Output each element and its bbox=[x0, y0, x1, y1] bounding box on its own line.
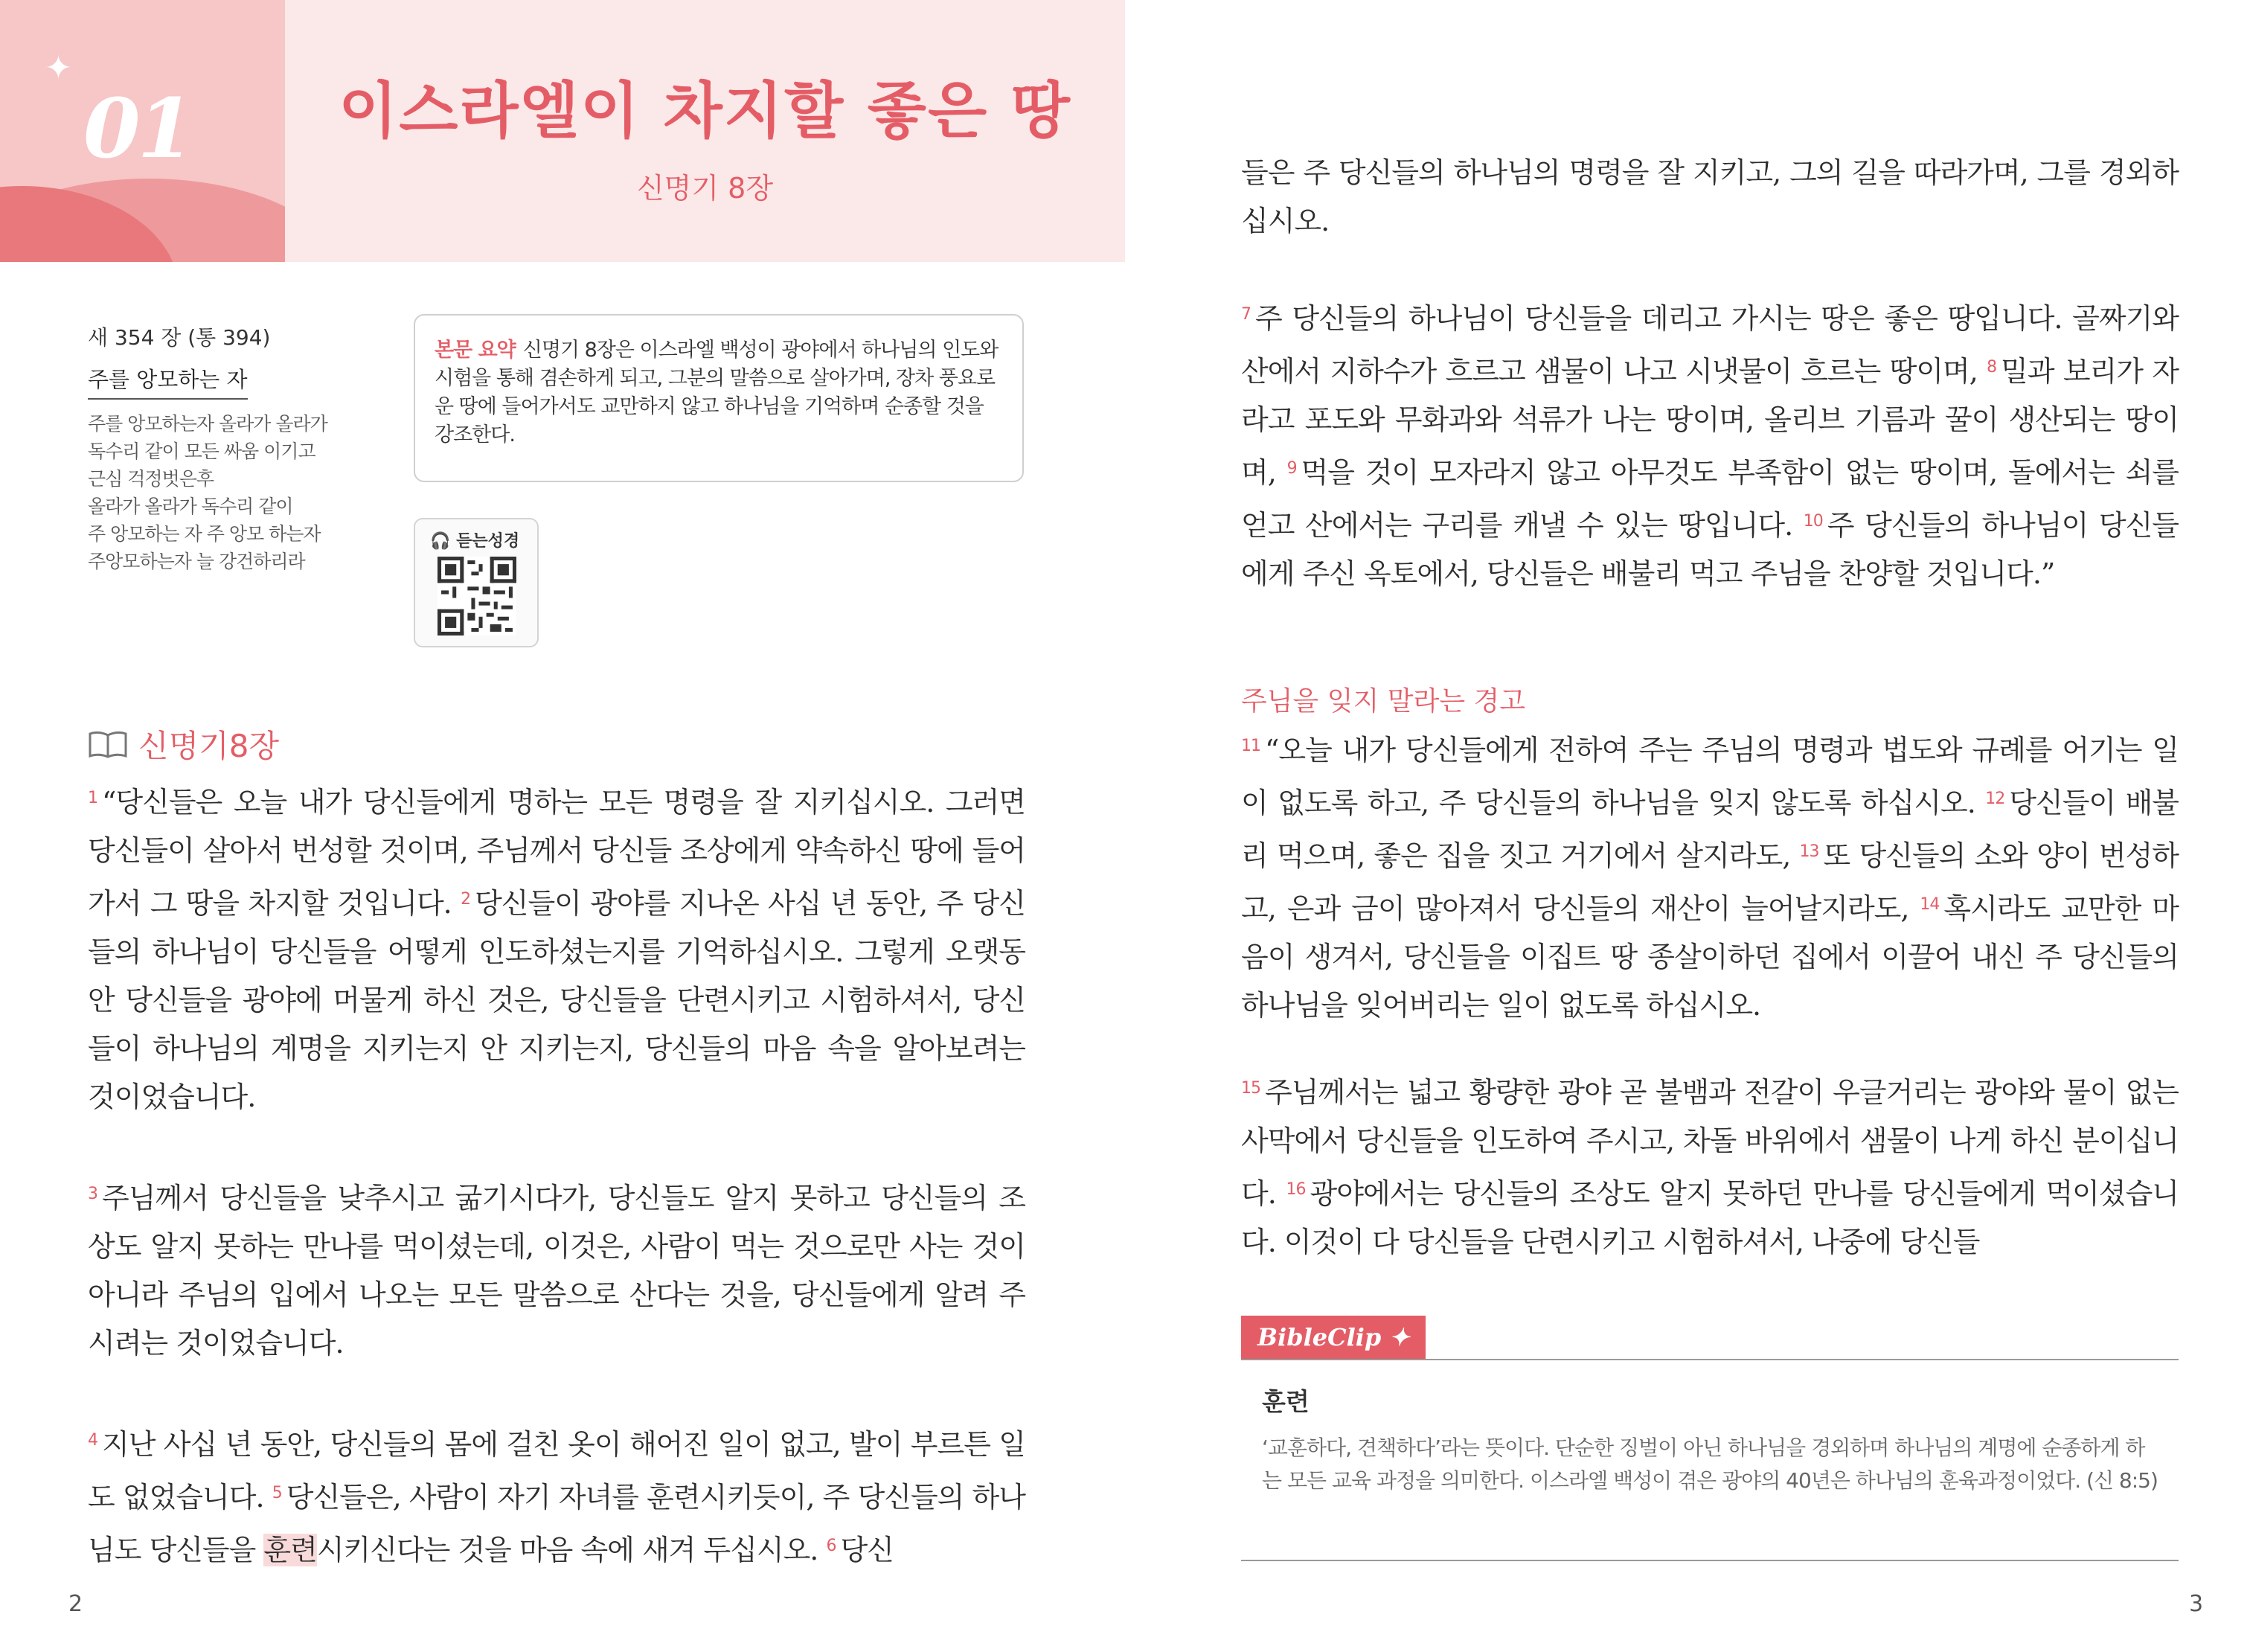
scripture-paragraph bbox=[1241, 290, 2179, 598]
audio-label-text: 듣는성경 bbox=[456, 532, 520, 551]
bibleclip-tag bbox=[1241, 1316, 1426, 1359]
right-page bbox=[1125, 0, 2250, 1652]
hymn-lyric-line: 주 앙모하는 자 주 앙모 하는자 bbox=[88, 523, 321, 545]
bibleclip-box bbox=[1241, 1316, 2179, 1561]
qr-code-icon bbox=[438, 557, 516, 635]
scripture-paragraph bbox=[1241, 1064, 2179, 1267]
hymn-lyric-line: 독수리 같이 모든 싸움 이기고 bbox=[88, 441, 315, 462]
verse-text: 주 당신들의 하나님이 당신들을 데리고 가시는 땅은 좋은 땅입니다. 골짜기와 산에서 지하수가 흐르고 샘물이 나고 시냇물이 흐르는 땅이며, bbox=[1241, 302, 2179, 388]
page-title: 이스라엘이 차지할 좋은 땅 bbox=[339, 76, 1071, 147]
bibleclip-description: ‘교훈하다, 견책하다’라는 뜻이다. 단순한 징벌이 아닌 하나님을 경외하며 하나님의 계명에 순종하게 하는 모든 교육 과정을 의미한다. 이스라엘 백성이 겪은 광야의 40년은 하나님의 훈육과정이었다. (신 8:5) bbox=[1262, 1435, 2158, 1493]
summary-text: 신명기 8장은 이스라엘 백성이 광야에서 하나님의 인도와 시험을 통해 겸손하게 되고, 그분의 말씀으로 살아가며, 장차 풍요로운 땅에 들어가서도 교만하지 않고 하나님을 기억하며 순종할 것을 강조한다. bbox=[435, 339, 999, 446]
verse-number: 15 bbox=[1241, 1079, 1260, 1098]
verse-number: 2 bbox=[461, 890, 471, 909]
verse-number: 4 bbox=[88, 1431, 97, 1450]
verse-number: 12 bbox=[1985, 790, 2005, 808]
verse-text: “당신들은 오늘 내가 당신들에게 명하는 모든 명령을 잘 지키십시오. 그러면 당신들이 살아서 번성할 것이며, 주님께서 당신들 조상에게 약속하신 땅에 들어가서 그 땅을 차지할 것입니다. bbox=[88, 786, 1025, 920]
verse-number: 6 bbox=[826, 1537, 836, 1555]
verse-text: 혹시라도 교만한 마음이 생겨서, 당신들을 이집트 땅 종살이하던 집에서 이끌어 내신 주 당신들의 하나님을 잊어버리는 일이 없도록 하십시오. bbox=[1241, 892, 2179, 1022]
verse-text: 당신 bbox=[840, 1534, 894, 1566]
verse-text: 당신들은, 사람이 자기 자녀를 훈련시키듯이, 주 당신들의 하나님도 당신들을 bbox=[88, 1481, 1025, 1566]
page-number-right: 3 bbox=[2189, 1591, 2204, 1617]
scripture-paragraph bbox=[88, 774, 1025, 1121]
hymn-lyric-line: 주를 앙모하는자 올라가 올라가 bbox=[88, 413, 327, 435]
bibleclip-term: 훈련 bbox=[1262, 1387, 1310, 1416]
chapter-badge bbox=[0, 0, 285, 262]
verse-text: “오늘 내가 당신들에게 전하여 주는 주님의 명령과 법도와 규례를 어기는 일이 없도록 하고, 주 당신들의 하나님을 잊지 않도록 하십시오. bbox=[1241, 734, 2179, 819]
highlighted-term[interactable]: 훈련 bbox=[263, 1534, 317, 1566]
verse-text: 주님께서는 넓고 황량한 광야 곧 불뱀과 전갈이 우글거리는 광야와 물이 없는 사막에서 당신들을 인도하여 주시고, 차돌 바위에서 샘물이 나게 하신 분이십니다. bbox=[1241, 1076, 2179, 1210]
headphones-icon: 🎧 bbox=[430, 532, 451, 551]
scripture-paragraph bbox=[88, 1170, 1025, 1368]
verse-number: 13 bbox=[1799, 842, 1819, 861]
section-heading: 주님을 잊지 말라는 경고 bbox=[1241, 686, 1526, 717]
verse-number: 5 bbox=[272, 1484, 282, 1502]
hymn-title: 주를 앙모하는 자 bbox=[88, 363, 248, 400]
verse-number: 3 bbox=[88, 1185, 97, 1203]
scripture-paragraph: 들은 주 당신들의 하나님의 명령을 잘 지키고, 그의 길을 따라가며, 그를 경외하십시오. bbox=[1241, 156, 2179, 237]
scripture-text-right-3 bbox=[1241, 1064, 2179, 1315]
hymn-lyrics bbox=[88, 410, 385, 575]
hymn-lyric-line: 근심 걱정벗은후 bbox=[88, 468, 214, 490]
chapter-number: 01 bbox=[83, 80, 192, 176]
hymn-lyric-line: 주앙모하는자 늘 강건하리라 bbox=[88, 551, 305, 572]
chapter-heading bbox=[88, 722, 279, 766]
verse-number: 11 bbox=[1241, 737, 1260, 755]
scripture-paragraph bbox=[1241, 722, 2179, 1030]
verse-number: 9 bbox=[1286, 459, 1297, 478]
hymn-block bbox=[88, 321, 385, 575]
bibleclip-tag-text: BibleClip bbox=[1257, 1323, 1382, 1351]
audio-bible-qr[interactable] bbox=[414, 518, 539, 647]
verse-text: 주 당신들의 하나님이 당신들에게 주신 옥토에서, 당신들은 배불리 먹고 주님을 찬양할 것입니다.” bbox=[1241, 509, 2179, 590]
verse-number: 1 bbox=[88, 789, 97, 807]
hymn-lyric-line: 올라가 올라가 독수리 같이 bbox=[88, 496, 293, 517]
summary-box bbox=[414, 314, 1024, 482]
scripture-paragraph bbox=[88, 1416, 1025, 1575]
divider bbox=[1241, 1359, 2179, 1360]
verse-text: 주님께서 당신들을 낮추시고 굶기시다가, 당신들도 알지 못하고 당신들의 조상도 알지 못하는 만나를 먹이셨는데, 이것은, 사람이 먹는 것으로만 사는 것이 아니라 주님의 입에서 나오는 모든 말씀으로 산다는 것을, 당신들에게 알려 주시려는 것이었습니다. bbox=[88, 1182, 1025, 1360]
chapter-heading-text: 신명기8장 bbox=[138, 728, 280, 764]
verse-text: 또 당신들의 소와 양이 번성하고, 은과 금이 많아져서 당신들의 재산이 늘어날지라도, bbox=[1241, 839, 2179, 925]
verse-text: 시키신다는 것을 마음 속에 새겨 두십시오. bbox=[316, 1534, 818, 1566]
verse-text: 당신들이 배불리 먹으며, 좋은 집을 짓고 거기에서 살지라도, bbox=[1241, 787, 2179, 872]
audio-bible-label bbox=[430, 528, 519, 551]
verse-number: 8 bbox=[1987, 358, 1997, 377]
divider bbox=[1241, 1560, 2179, 1561]
hymn-number: 새 354 장 (통 394) bbox=[88, 325, 271, 350]
page-subtitle: 신명기 8장 bbox=[636, 172, 774, 205]
verse-text: 당신들이 광야를 지나온 사십 년 동안, 주 당신들의 하나님이 당신들을 어떻게 인도하셨는지를 기억하십시오. 그렇게 오랫동안 당신들을 광야에 머물게 하신 것은, 당신들을 단련시키고 시험하셔서, 당신들이 하나님의 계명을 지키는지 안 지키는지, 당신들의 마음 속을 알아보려는 것이었습니다. bbox=[88, 887, 1025, 1113]
page-number-left: 2 bbox=[68, 1591, 83, 1617]
verse-text: 먹을 것이 모자라지 않고 아무것도 부족함이 없는 땅이며, 돌에서는 쇠를 얻고 산에서는 구리를 캐낼 수 있는 땅입니다. bbox=[1241, 456, 2179, 542]
scripture-text-right-2 bbox=[1241, 722, 2179, 1078]
scripture-text-right-1 bbox=[1241, 290, 2179, 647]
verse-number: 7 bbox=[1241, 305, 1251, 324]
verse-number: 16 bbox=[1286, 1180, 1306, 1199]
verse-text: 밀과 보리가 자라고 포도와 무화과와 석류가 나는 땅이며, 올리브 기름과 꿀이 생산되는 땅이며, bbox=[1241, 355, 2179, 489]
scripture-text-left bbox=[88, 774, 1025, 1623]
sparkle-icon: ✦ bbox=[45, 49, 72, 87]
verse-number: 14 bbox=[1920, 895, 1940, 914]
scripture-continuation bbox=[1241, 149, 2179, 294]
verse-text: 지난 사십 년 동안, 당신들의 몸에 걸친 옷이 해어진 일이 없고, 발이 부르튼 일도 없었습니다. bbox=[88, 1428, 1025, 1514]
open-book-icon bbox=[88, 729, 128, 759]
summary-label: 본문 요약 bbox=[435, 339, 516, 362]
sparkle-icon: ✦ bbox=[1389, 1323, 1410, 1351]
verse-number: 10 bbox=[1803, 512, 1823, 531]
verse-text: 광야에서는 당신들의 조상도 알지 못하던 만나를 당신들에게 먹이셨습니다. 이것이 다 당신들을 단련시키고 시험하셔서, 나중에 당신들 bbox=[1241, 1177, 2179, 1258]
